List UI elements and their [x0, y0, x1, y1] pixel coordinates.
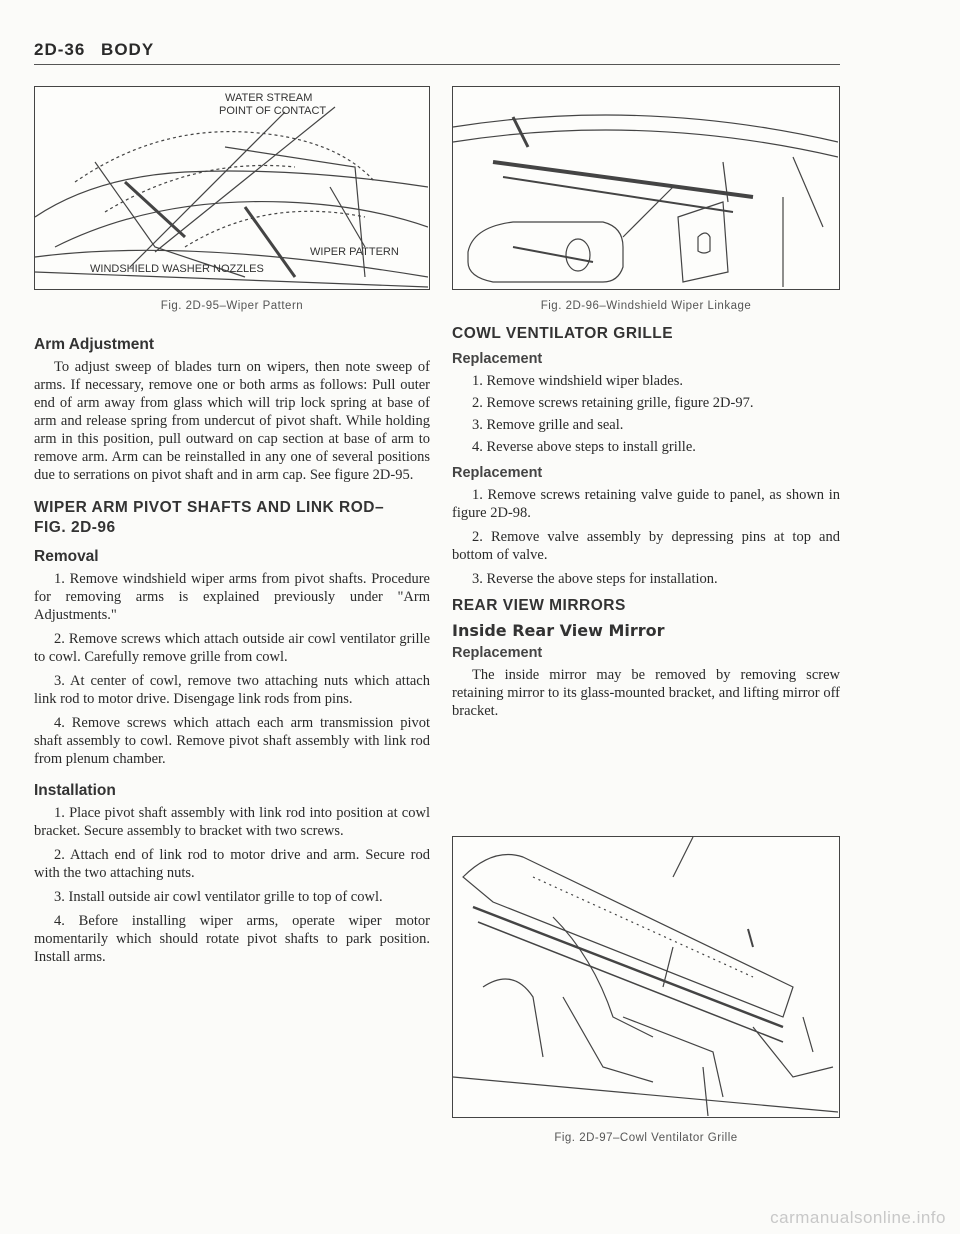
installation-step-2: 2. Attach end of link rod to motor drive and arm. Secure rod with the two attaching nuts. — [34, 847, 430, 881]
removal-step-4: 4. Remove screws which attach each arm transmission pivot shaft assembly to cowl. Remove pivot shaft assembly with link rod from plenum chamber. — [34, 715, 430, 767]
valve-step-3: 3. Reverse the above steps for installation. — [472, 571, 718, 587]
label-washer-nozzles: WINDSHIELD WASHER NOZZLES — [90, 263, 264, 275]
heading-arm-adjustment: Arm Adjustment — [34, 336, 154, 353]
label-wiper-pattern: WIPER PATTERN — [310, 246, 399, 258]
caption-fig95: Fig. 2D-95–Wiper Pattern — [160, 300, 304, 312]
cowl-step-3: 3. Remove grille and seal. — [472, 417, 624, 433]
caption-fig97: Fig. 2D-97–Cowl Ventilator Grille — [554, 1132, 738, 1144]
cowl-step-2: 2. Remove screws retaining grille, figure 2D-97. — [472, 395, 754, 411]
label-water-stream: WATER STREAM — [225, 92, 313, 104]
removal-step-1: 1. Remove windshield wiper arms from pivot shafts. Procedure for removing arms is explained previously under "Arm Adjustments." — [34, 571, 430, 623]
wiper-pattern-illustration — [35, 87, 428, 288]
figure-cowl-grille — [452, 836, 840, 1118]
page-header — [34, 40, 840, 65]
removal-step-3: 3. At center of cowl, remove two attaching nuts which attach link rod to motor drive. Disengage link rods from pins. — [34, 673, 430, 707]
installation-step-1: 1. Place pivot shaft assembly with link rod into position at cowl bracket. Secure assembly to bracket with two screws. — [34, 805, 430, 839]
installation-step-3: 3. Install outside air cowl ventilator grille to top of cowl. — [54, 889, 383, 905]
heading-cowl-grille: COWL VENTILATOR GRILLE — [452, 325, 674, 342]
heading-removal: Removal — [34, 548, 99, 565]
heading-replacement-2: Replacement — [452, 465, 543, 481]
cowl-step-4: 4. Reverse above steps to install grille. — [472, 439, 696, 455]
heading-rear-view-mirrors: REAR VIEW MIRRORS — [452, 597, 626, 614]
mirror-body: The inside mirror may be removed by removing screw retaining mirror to its glass-mounted bracket, and lifting mirror off bracket. — [452, 667, 840, 719]
label-point-of-contact: POINT OF CONTACT — [219, 105, 327, 117]
left-column — [34, 336, 430, 972]
cowl-grille-illustration — [453, 837, 838, 1116]
figure-wiper-linkage — [452, 86, 840, 290]
heading-pivot-line-2: FIG. 2D-96 — [34, 519, 116, 536]
valve-step-2: 2. Remove valve assembly by depressing pins at top and bottom of valve. — [452, 529, 840, 563]
installation-step-4: 4. Before installing wiper arms, operate wiper motor momentarily which should rotate pivot shafts to park position. Install arms. — [34, 913, 430, 965]
wiper-linkage-illustration — [453, 87, 838, 288]
cowl-step-1: 1. Remove windshield wiper blades. — [472, 373, 684, 389]
heading-inside-mirror: Inside Rear View Mirror — [452, 621, 665, 640]
right-column — [452, 324, 840, 726]
heading-mirror-replacement: Replacement — [452, 645, 543, 661]
figure-wiper-pattern — [34, 86, 430, 290]
page-number: 2D-36 — [34, 40, 86, 59]
valve-step-1: 1. Remove screws retaining valve guide to panel, as shown in figure 2D-98. — [452, 487, 840, 521]
caption-fig96: Fig. 2D-96–Windshield Wiper Linkage — [540, 300, 752, 312]
arm-adjustment-body: To adjust sweep of blades turn on wipers, then note sweep of arms. If necessary, remove one or both arms as follows: Pull outer end of arm away from glass which will trip lock spring at base of arm and release spring from undercut of pivot shaft. While holding arm in this position, pull outward on cap section at base of arm to remove arm. Arm can be reinstalled in any one of several positions due to serrations on pivot shaft and in arm cap. See figure 2D-95. — [34, 359, 430, 483]
watermark: carmanualsonline.info — [770, 1208, 946, 1227]
heading-replacement-1: Replacement — [452, 351, 543, 367]
removal-step-2: 2. Remove screws which attach outside air cowl ventilator grille to cowl. Carefully remove grille from cowl. — [34, 631, 430, 665]
heading-installation: Installation — [34, 782, 116, 799]
heading-pivot-shafts — [34, 498, 430, 538]
heading-pivot-line-1: WIPER ARM PIVOT SHAFTS AND LINK ROD– — [34, 499, 385, 516]
section-title: BODY — [101, 40, 155, 59]
